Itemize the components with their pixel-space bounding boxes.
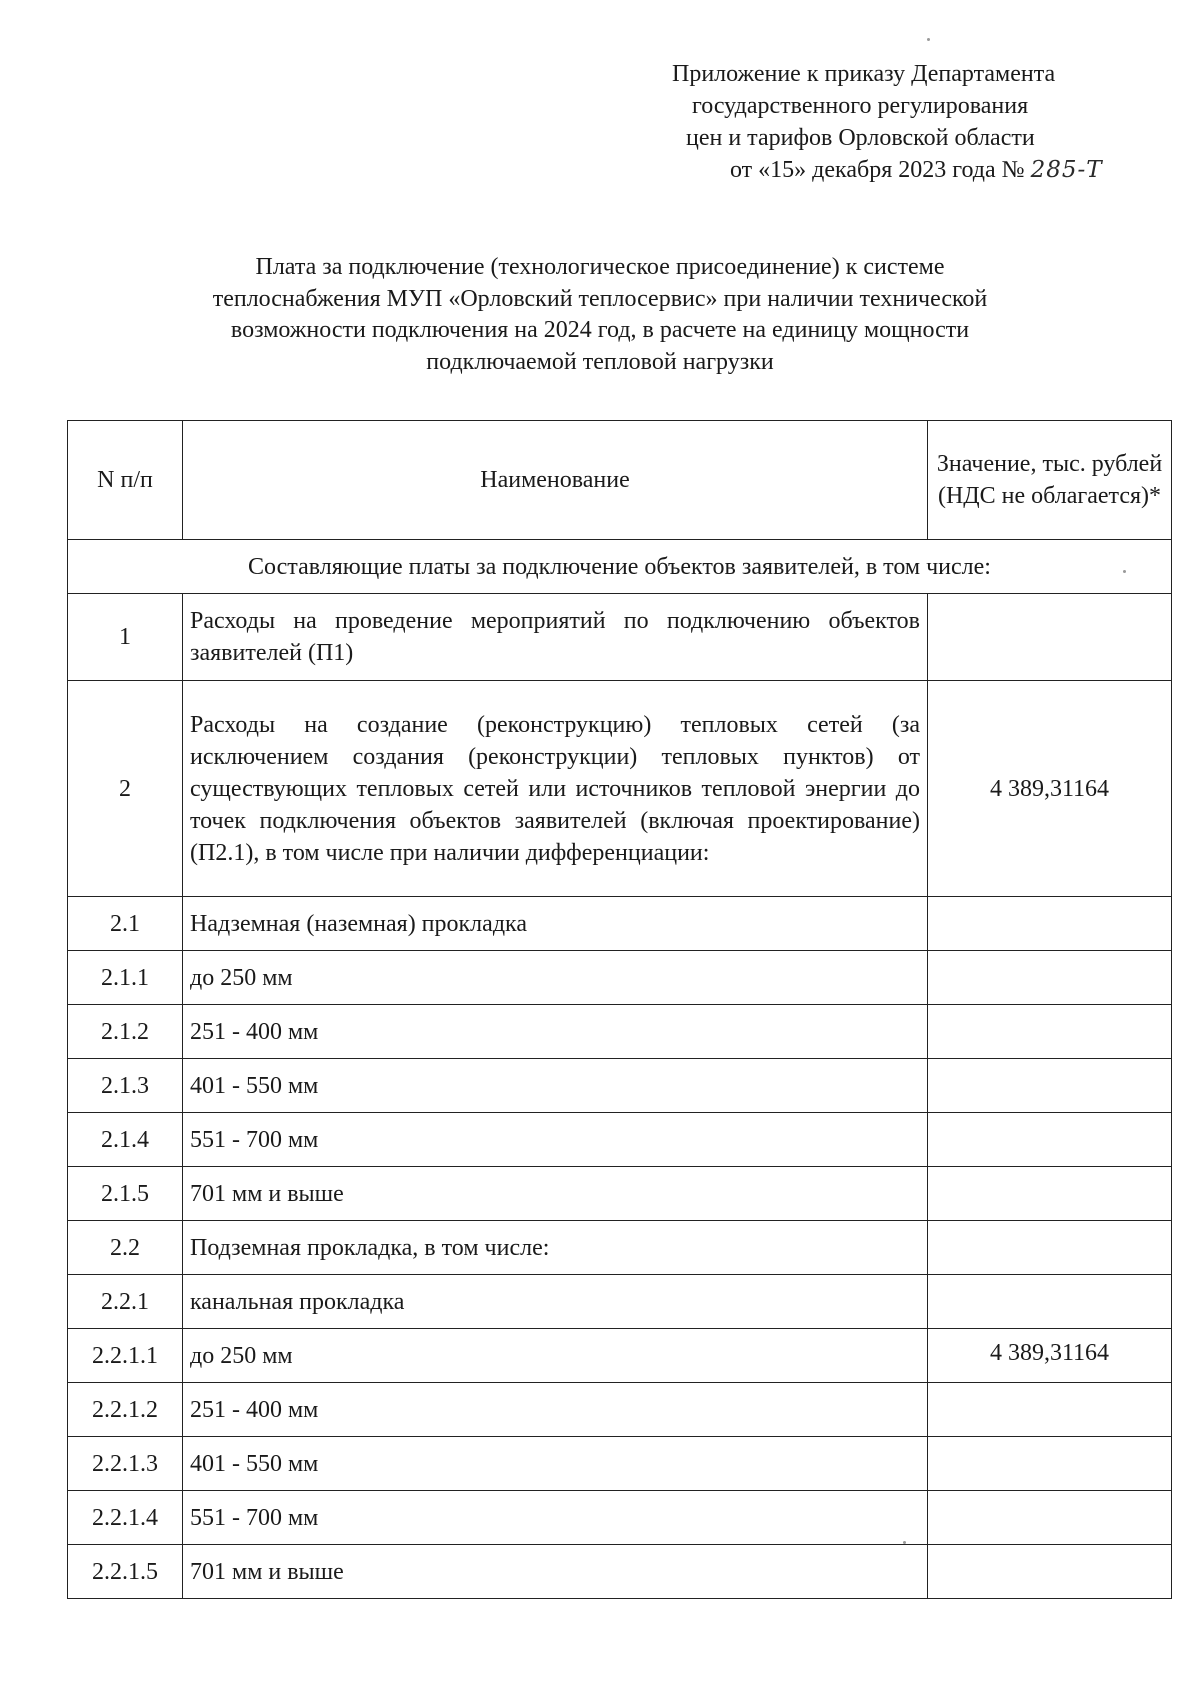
- row-value: 4 389,31164: [928, 681, 1172, 897]
- row-number: 1: [68, 594, 183, 681]
- row-value: [928, 1005, 1172, 1059]
- row-name: 251 - 400 мм: [183, 1383, 928, 1437]
- table-row: [68, 594, 1172, 681]
- row-value: [928, 951, 1172, 1005]
- row-name: 551 - 700 мм: [183, 1113, 928, 1167]
- row-value: [928, 897, 1172, 951]
- row-value: [928, 1221, 1172, 1275]
- table-row: [68, 897, 1172, 951]
- title-line: теплоснабжения МУП «Орловский теплосервис» при наличии технической: [212, 285, 988, 312]
- row-name: Расходы на проведение мероприятий по подключению объектов заявителей (П1): [183, 594, 928, 681]
- row-name: 701 мм и выше: [183, 1167, 928, 1221]
- header-line: цен и тарифов Орловской области: [686, 125, 1035, 151]
- title-line: Плата за подключение (технологическое присоединение) к системе: [255, 254, 945, 280]
- table-row: [68, 1005, 1172, 1059]
- connection-fee-table: [67, 420, 1172, 1599]
- column-header-number: N п/п: [68, 421, 183, 540]
- section-label: Составляющие платы за подключение объектов заявителей, в том числе:: [68, 540, 1172, 594]
- table-row: [68, 1437, 1172, 1491]
- table-row: [68, 681, 1172, 897]
- row-number: 2: [68, 681, 183, 897]
- row-number: 2.2: [68, 1221, 183, 1275]
- table-row: [68, 951, 1172, 1005]
- row-name: 251 - 400 мм: [183, 1005, 928, 1059]
- row-number: 2.2.1.1: [68, 1329, 183, 1383]
- title-line: возможности подключения на 2024 год, в расчете на единицу мощности: [230, 317, 970, 343]
- row-name: канальная прокладка: [183, 1275, 928, 1329]
- table-row: [68, 1059, 1172, 1113]
- header-date-line: [730, 154, 1103, 186]
- row-value: [928, 1167, 1172, 1221]
- table-row: [68, 1113, 1172, 1167]
- table-row: [68, 1167, 1172, 1221]
- row-name: Подземная прокладка, в том числе:: [183, 1221, 928, 1275]
- section-row: [68, 540, 1172, 594]
- row-value: [928, 1437, 1172, 1491]
- row-value: [928, 1545, 1172, 1599]
- row-value: [928, 1275, 1172, 1329]
- row-number: 2.1.5: [68, 1167, 183, 1221]
- header-date-text: от «15» декабря 2023 года №: [730, 157, 1025, 183]
- table-row: [68, 1221, 1172, 1275]
- handwritten-order-number: 285-Т: [1030, 157, 1103, 183]
- header-line: государственного регулирования: [692, 93, 1029, 119]
- row-value: 4 389,31164: [928, 1329, 1172, 1383]
- table-row: [68, 1383, 1172, 1437]
- row-number: 2.2.1.5: [68, 1545, 183, 1599]
- title-line: подключаемой тепловой нагрузки: [426, 348, 774, 375]
- scan-speck: [927, 38, 930, 41]
- table-header-row: [68, 421, 1172, 540]
- document-title: [150, 252, 1050, 378]
- table-row: [68, 1329, 1172, 1383]
- row-name: до 250 мм: [183, 951, 928, 1005]
- scan-speck: [1123, 570, 1126, 573]
- row-name: Расходы на создание (реконструкцию) тепловых сетей (за исключением создания (реконструкции) тепловых пунктов) от существующих тепловых сетей или источников тепловой энергии до точек подключения объектов заявителей (включая проектирование) (П2.1), в том числе при наличии дифференциации:: [183, 681, 928, 897]
- row-number: 2.1.4: [68, 1113, 183, 1167]
- row-name: 401 - 550 мм: [183, 1437, 928, 1491]
- table-row: [68, 1491, 1172, 1545]
- row-name: Надземная (наземная) прокладка: [183, 897, 928, 951]
- row-number: 2.1: [68, 897, 183, 951]
- table-row: [68, 1545, 1172, 1599]
- row-value: [928, 1059, 1172, 1113]
- row-name: 701 мм и выше: [183, 1545, 928, 1599]
- header-line: Приложение к приказу Департамента: [672, 61, 1056, 87]
- row-number: 2.1.2: [68, 1005, 183, 1059]
- table-row: [68, 1275, 1172, 1329]
- row-number: 2.1.3: [68, 1059, 183, 1113]
- row-value: [928, 1383, 1172, 1437]
- row-number: 2.2.1: [68, 1275, 183, 1329]
- row-number: 2.2.1.3: [68, 1437, 183, 1491]
- row-name: 401 - 550 мм: [183, 1059, 928, 1113]
- column-header-value: Значение, тыс. рублей (НДС не облагается)*: [928, 421, 1172, 540]
- row-number: 2.2.1.4: [68, 1491, 183, 1545]
- row-number: 2.2.1.2: [68, 1383, 183, 1437]
- column-header-name: Наименование: [183, 421, 928, 540]
- row-value: [928, 1491, 1172, 1545]
- scan-speck: [903, 1541, 906, 1544]
- row-name: 551 - 700 мм: [183, 1491, 928, 1545]
- row-name: до 250 мм: [183, 1329, 928, 1383]
- row-value: [928, 594, 1172, 681]
- row-value: [928, 1113, 1172, 1167]
- row-number: 2.1.1: [68, 951, 183, 1005]
